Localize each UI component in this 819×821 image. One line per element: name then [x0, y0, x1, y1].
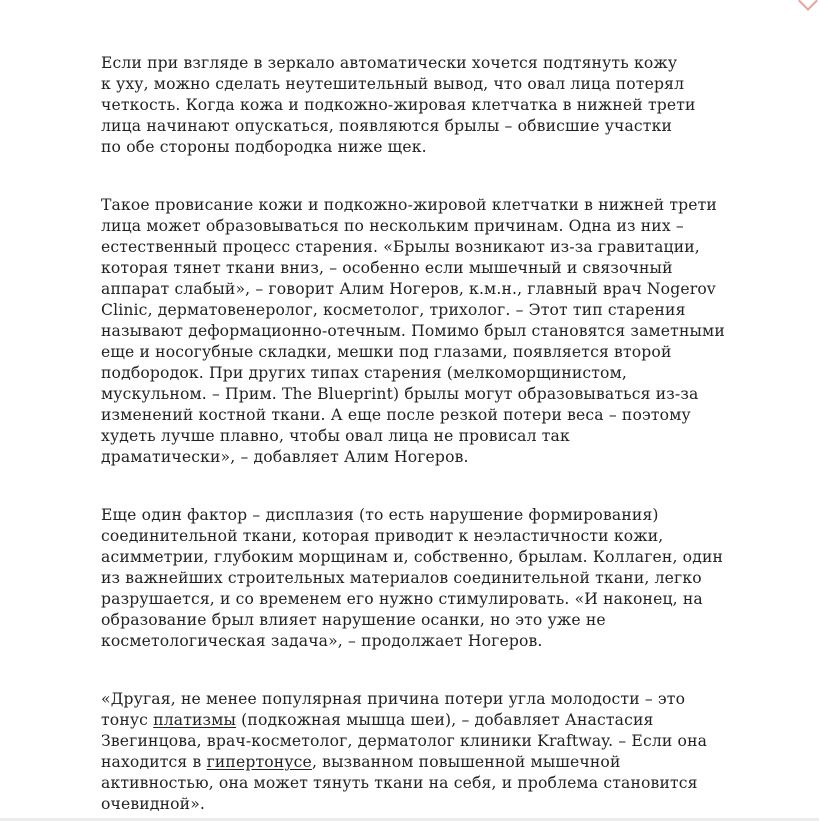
hypertonus-link[interactable]: гипертонусе: [206, 753, 312, 771]
paragraph-line: худеть лучше плавно, чтобы овал лица не провисал так: [101, 427, 570, 445]
platysma-link[interactable]: платизмы: [153, 711, 237, 729]
paragraph-line: Еще один фактор – дисплазия (то есть нарушение формирования): [101, 506, 659, 524]
text-segment: , вызванном повышенной мышечной: [311, 753, 621, 771]
paragraph-line: которая тянет ткани вниз, – особенно если мышечный и связочный: [101, 259, 673, 277]
paragraph-line: естественный процесс старения. «Брылы возникают из-за гравитации,: [101, 238, 700, 256]
paragraph-line: Звегинцова, врач-косметолог, дерматолог клиники Kraftway. – Если она: [101, 732, 708, 750]
paragraph-1: [101, 53, 781, 158]
text-segment: тонус: [101, 711, 154, 729]
paragraph-line: соединительной ткани, которая приводит к неэластичности кожи,: [101, 527, 664, 545]
paragraph-line: «Другая, не менее популярная причина потери угла молодости – это: [101, 690, 686, 708]
paragraph-line: Такое провисание кожи и подкожно-жировой клетчатки в нижней трети: [101, 196, 717, 214]
paragraph-line: [101, 710, 781, 731]
paragraph-line: разрушается, и со временем его нужно стимулировать. «И наконец, на: [101, 590, 703, 608]
paragraph-line: драматически», – добавляет Алим Ногеров.: [101, 448, 469, 466]
paragraph-line: называют деформационно-отечным. Помимо брыл становятся заметными: [101, 322, 725, 340]
paragraph-line: к уху, можно сделать неутешительный вывод, что овал лица потерял: [101, 75, 685, 93]
paragraph-line: изменений костной ткани. А еще после резкой потери веса – поэтому: [101, 406, 691, 424]
paragraph-line: Если при взгляде в зеркало автоматически хочется подтянуть кожу: [101, 54, 678, 72]
paragraph-2: [101, 195, 781, 468]
paragraph-line: асимметрии, глубоким морщинам и, собственно, брылам. Коллаген, один: [101, 548, 724, 566]
text-segment: находится в: [101, 753, 207, 771]
paragraph-line: косметологическая задача», – продолжает Ногеров.: [101, 632, 543, 650]
paragraph-line: мускульном. – Прим. The Blueprint) брылы могут образовываться из-за: [101, 385, 699, 403]
text-segment: (подкожная мышца шеи), – добавляет Анастасия: [236, 711, 654, 729]
paragraph-line: еще и носогубные складки, мешки под глазами, появляется второй: [101, 343, 672, 361]
paragraph-line: аппарат слабый», – говорит Алим Ногеров, к.м.н., главный врач Nogerov: [101, 280, 716, 298]
paragraph-3: [101, 505, 781, 652]
paragraph-line: очевидной».: [101, 795, 206, 813]
paragraph-line: активностью, она может тянуть ткани на себя, и проблема становится: [101, 774, 698, 792]
paragraph-line: образование брыл влияет нарушение осанки, но это уже не: [101, 611, 606, 629]
paragraph-line: лица может образовываться по нескольким причинам. Одна из них –: [101, 217, 684, 235]
paragraph-4: [101, 689, 781, 815]
paragraph-line: из важнейших строительных материалов соединительной ткани, легко: [101, 569, 702, 587]
paragraph-line: по обе стороны подбородка ниже щек.: [101, 138, 427, 156]
paragraph-line: Clinic, дерматовенеролог, косметолог, трихолог. – Этот тип старения: [101, 301, 686, 319]
paragraph-line: лица начинают опускаться, появляются брылы – обвисшие участки: [101, 117, 673, 135]
paragraph-line: [101, 752, 781, 773]
paragraph-line: четкость. Когда кожа и подкожно-жировая клетчатка в нижней трети: [101, 96, 696, 114]
corner-chevron-icon: [798, 0, 818, 11]
paragraph-line: подбородок. При других типах старения (мелкоморщинистом,: [101, 364, 627, 382]
